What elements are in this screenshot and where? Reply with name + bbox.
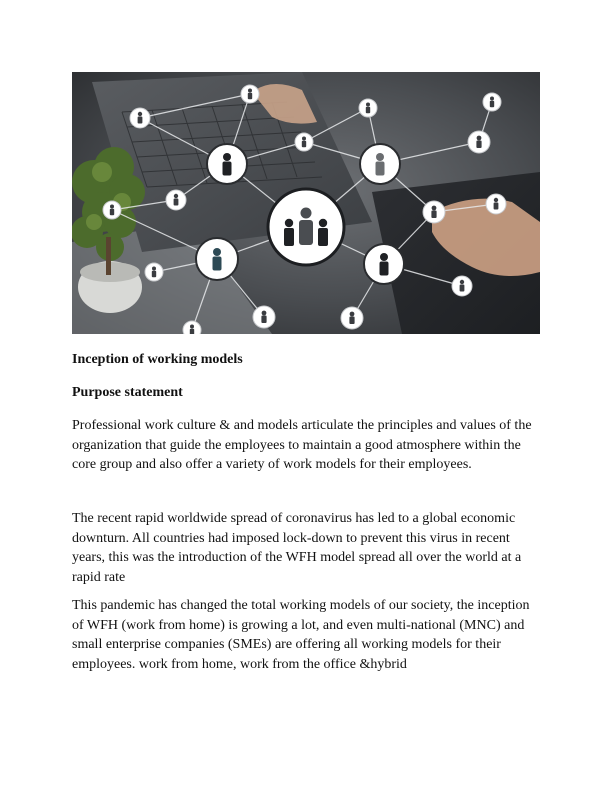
- purpose-title: Purpose statement: [72, 385, 183, 400]
- paragraph-pandemic: This pandemic has changed the total working models of our society, the inception of WFH (work from home) is growing a lot, and even multi-national (MNC) and small enterprise companies (SMEs) are offering all working models for their employees. work from home, work from the office &hybrid: [72, 598, 530, 672]
- paragraph-coronavirus: The recent rapid worldwide spread of coronavirus has led to a global economic downturn. All countries had imposed lock-down to prevent this virus in recent years, this was the introduction of the WFH model spread all over the world at a rapid rate: [72, 511, 522, 585]
- hero-image: [72, 72, 540, 334]
- paragraph-1-block: [72, 416, 540, 475]
- purpose-title-block: [72, 384, 540, 402]
- paragraph-3-block: [72, 596, 540, 674]
- section-title-block: [72, 351, 540, 369]
- paragraph-2-block: [72, 509, 540, 587]
- paragraph-culture: Professional work culture & and models articulate the principles and values of the organization that guide the employees to maintain a good atmosphere within the core group and also offer a variety of work models for their employees.: [72, 418, 532, 472]
- network-illustration: [72, 72, 540, 334]
- section-title: Inception of working models: [72, 352, 243, 367]
- central-group-node: [268, 189, 344, 265]
